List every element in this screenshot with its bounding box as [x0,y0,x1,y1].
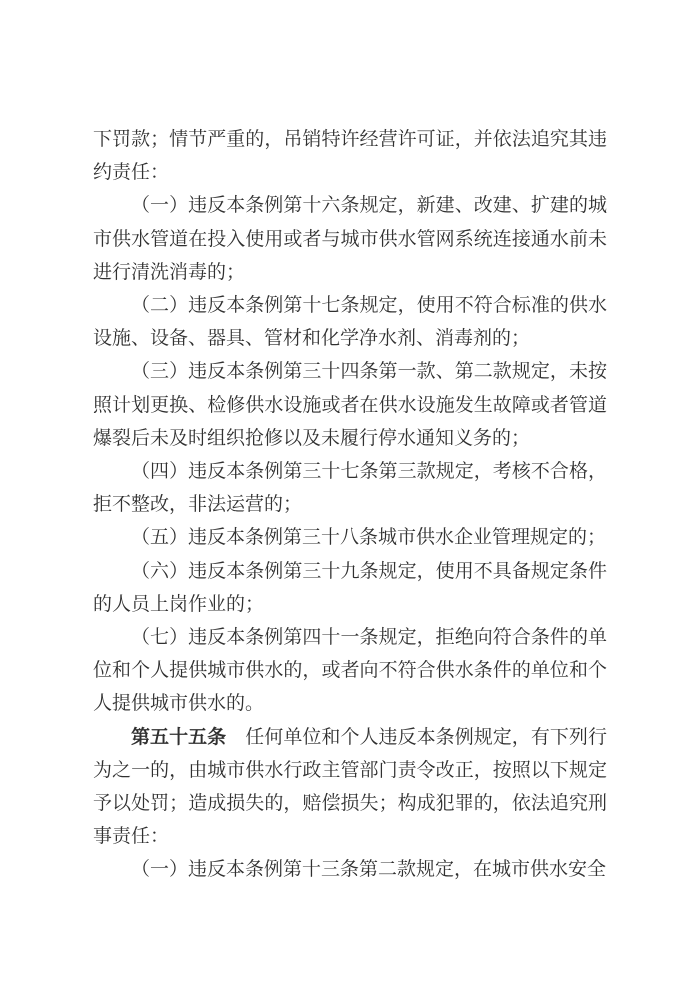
paragraph [93,123,607,189]
paragraph [93,555,607,621]
paragraph [93,621,607,721]
paragraph-text: （六）违反本条例第三十九条规定，使用不具备规定条件的人员上岗作业的； [93,560,607,615]
paragraph-text: （一）违反本条例第十六条规定，新建、改建、扩建的城市供水管道在投入使用或者与城市供水管网系统连接通水前未进行清洗消毒的； [93,195,607,283]
paragraph [93,355,607,455]
paragraph [93,853,607,886]
paragraph-text: 下罚款；情节严重的，吊销特许经营许可证，并依法追究其违约责任： [93,129,607,184]
document-body [93,123,607,887]
paragraph-text: （一）违反本条例第十三条第二款规定，在城市供水安全 [131,859,607,881]
paragraph [93,289,607,355]
paragraph-text: （二）违反本条例第十七条规定，使用不符合标准的供水设施、设备、器具、管材和化学净水剂、消毒剂的； [93,295,607,350]
paragraph-text: （五）违反本条例第三十八条城市供水企业管理规定的； [131,527,607,549]
paragraph-text: （七）违反本条例第四十一条规定，拒绝向符合条件的单位和个人提供城市供水的，或者向不符合供水条件的单位和个人提供城市供水的。 [93,627,607,715]
article-paragraph [93,721,607,854]
paragraph-text: （三）违反本条例第三十四条第一款、第二款规定，未按照计划更换、检修供水设施或者在供水设施发生故障或者管道爆裂后未及时组织抢修以及未履行停水通知义务的； [93,361,607,449]
paragraph-text: （四）违反本条例第三十七条第三款规定，考核不合格，拒不整改，非法运营的； [93,461,607,516]
paragraph-text: 任何单位和个人违反本条例规定，有下列行为之一的，由城市供水行政主管部门责令改正，按照以下规定予以处罚；造成损失的，赔偿损失；构成犯罪的，依法追究刑事责任： [93,726,607,848]
paragraph [93,521,607,554]
paragraph [93,189,607,289]
article-number: 第五十五条 [131,726,227,748]
paragraph [93,455,607,521]
